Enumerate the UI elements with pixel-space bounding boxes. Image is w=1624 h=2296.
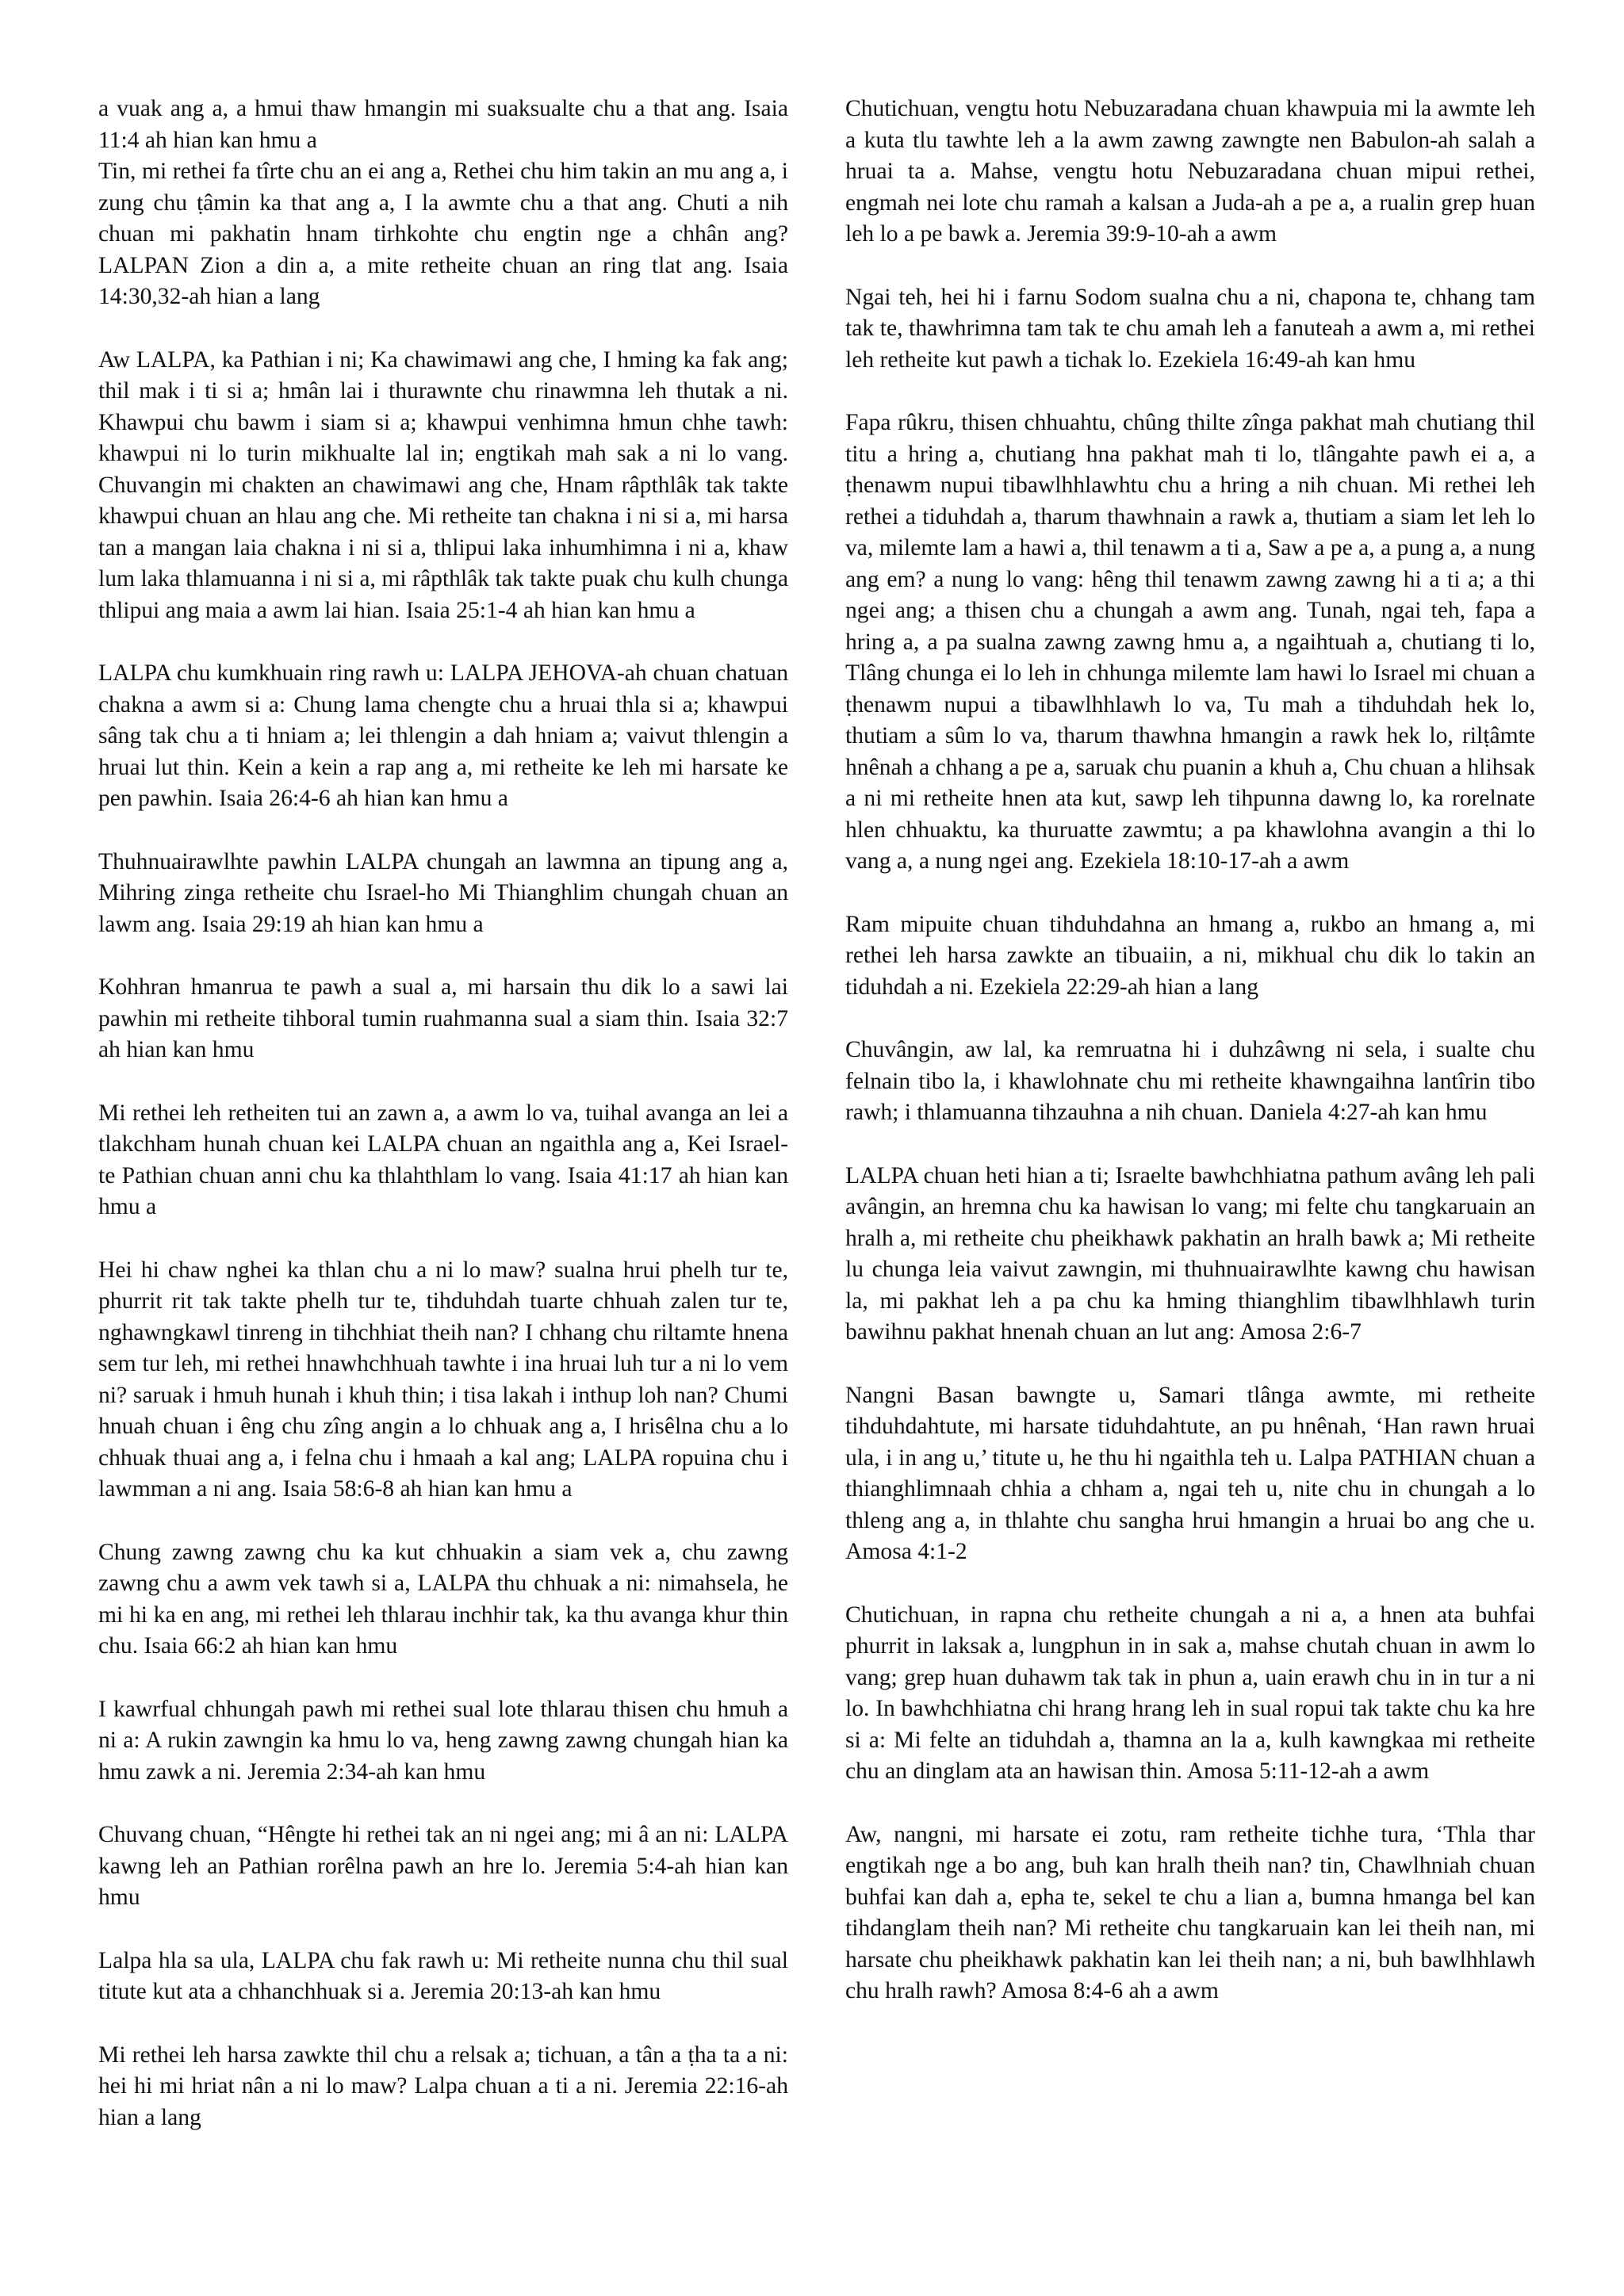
paragraph: Kohhran hmanrua te pawh a sual a, mi harsain thu dik lo a sawi lai pawhin mi retheite tihboral tumin ruahmanna sual a siam thin. Isaia 32:7 ah hian kan hmu bbox=[98, 974, 788, 1062]
paragraph: Aw, nangni, mi harsate ei zotu, ram retheite tichhe tura, ‘Thla thar engtikah nge a bo ang, buh kan hralh theih nan? tin, Chawlhniah chuan buhfai kan dah a, epha te, sekel te chu a lian a, bumna hmanga bel kan tihdanglam theih nan? Mi retheite chu tangkaruain kan lei theih nan, mi harsate chu pheikhawk pakhatin kan lei theih nan; a ni, buh bawlhhlawh chu hralh rawh? Amosa 8:4-6 ah a awm bbox=[845, 1821, 1535, 2003]
paragraph: I kawrfual chhungah pawh mi rethei sual lote thlarau thisen chu hmuh a ni a: A rukin zawngin ka hmu lo va, heng zawng zawng chungah hian ka hmu zawk a ni. Jeremia 2:34-ah kan hmu bbox=[98, 1696, 788, 1785]
paragraph: Chuvang chuan, “Hêngte hi rethei tak an ni ngei ang; mi â an ni: LALPA kawng leh an Pathian rorêlna pawh an hre lo. Jeremia 5:4-ah hian kan hmu bbox=[98, 1822, 788, 1910]
paragraph: Mi rethei leh harsa zawkte thil chu a relsak a; tichuan, a tân a ṭha ta a ni: hei hi mi hriat nân a ni lo maw? Lalpa chuan a ti a ni. Jeremia 22:16-ah hian a lang bbox=[98, 2042, 788, 2130]
paragraph: a vuak ang a, a hmui thaw hmangin mi suaksualte chu a that ang. Isaia 11:4 ah hian kan hmu a Tin, mi rethei fa tîrte chu an ei ang a, Rethei chu him takin an mu ang a, i zung chu ṭâmin ka that ang a, I la awmte chu a that ang. Chuti a nih chuan mi pakhatin hnam tirhkohte chu engtin nge a chhân ang? LALPAN Zion a din a, a mite retheite chuan an ring tlat ang. Isaia 14:30,32-ah hian a lang bbox=[98, 96, 788, 309]
paragraph: Fapa rûkru, thisen chhuahtu, chûng thilte zînga pakhat mah chutiang thil titu a hring a, chutiang hna pakhat mah ti lo, tlângahte pawh ei a, a ṭhenawm nupui tibawlhhlawhtu chu a hring a nih chuan. Mi rethei leh rethei a tiduhdah a, tharum thawhnain a rawk a, thutiam a siam let leh lo va, milemte lam a hawi a, thil tenawm a ti a, Saw a pe a, a pung a, a nung ang em? a nung lo vang: hêng thil tenawm zawng zawng hi a ti a; a thi ngei ang; a thisen chu a chungah a awm ang. Tunah, ngai teh, fapa a hring a, a pa sualna zawng zawng hmu a, a ngaihtuah a, chutiang ti lo, Tlâng chunga ei lo leh in chhunga milemte lam hawi lo Israel mi chuan a ṭhenawm nupui a tibawlhhlawh lo va, Tu mah a tihduhdah hek lo, thutiam a sûm lo va, tharum thawhna hmangin a rawk hek lo, rilṭâmte hnênah a chhang a pe a, saruak chu puanin a khuh a, Chu chuan a hlihsak a ni mi retheite hnen ata kut, sawp leh tihpunna dawng lo, ka rorelnate hlen chhuaktu, ka thuruatte zawmtu; a pa khawlohna avangin a thi lo vang a, a nung ngei ang. Ezekiela 18:10-17-ah a awm bbox=[845, 410, 1535, 874]
paragraph: Mi rethei leh retheiten tui an zawn a, a awm lo va, tuihal avanga an lei a tlakchham hunah chuan kei LALPA chuan an ngaithla ang a, Kei Israel-te Pathian chuan anni chu ka thlahthlam lo vang. Isaia 41:17 ah hian kan hmu a bbox=[98, 1100, 788, 1219]
paragraph: Chung zawng zawng chu ka kut chhuakin a siam vek a, chu zawng zawng chu a awm vek tawh si a, LALPA thu chhuak a ni: nimahsela, he mi hi ka en ang, mi rethei leh thlarau inchhir tak, ka thu avanga khur thin chu. Isaia 66:2 ah hian kan hmu bbox=[98, 1539, 788, 1659]
right-column bbox=[845, 94, 1535, 2266]
document-page bbox=[98, 94, 1535, 2266]
paragraph: Lalpa hla sa ula, LALPA chu fak rawh u: Mi retheite nunna chu thil sual titute kut ata a chhanchhuak si a. Jeremia 20:13-ah kan hmu bbox=[98, 1947, 788, 2004]
left-column bbox=[98, 94, 788, 2266]
paragraph: LALPA chu kumkhuain ring rawh u: LALPA JEHOVA-ah chuan chatuan chakna a awm si a: Chung lama chengte chu a hruai thla si a; khawpui sâng tak chu a ti hniam a; lei thlengin a dah hniam a; vaivut thlengin a hruai lut thin. Kein a kein a rap ang a, mi retheite ke leh mi harsate ke pen pawhin. Isaia 26:4-6 ah hian kan hmu a bbox=[98, 660, 788, 811]
paragraph: Ram mipuite chuan tihduhdahna an hmang a, rukbo an hmang a, mi rethei leh harsa zawkte an tibuaiin, a ni, mikhual chu dik lo takin an tiduhdah a ni. Ezekiela 22:29-ah hian a lang bbox=[845, 911, 1535, 1000]
paragraph: Nangni Basan bawngte u, Samari tlânga awmte, mi retheite tihduhdahtute, mi harsate tiduhdahtute, an pu hnênah, ‘Han rawn hruai ula, i in ang u,’ titute u, he thu hi ngaithla teh u. Lalpa PATHIAN chuan a thianghlimnaah chhia a chham a, ngai teh u, nite chu in chungah a lo thleng ang a, in thlahte chu sangha hrui hmangin a hruai bo ang che u. Amosa 4:1-2 bbox=[845, 1382, 1535, 1564]
paragraph: Chutichuan, vengtu hotu Nebuzaradana chuan khawpuia mi la awmte leh a kuta tlu tawhte leh a la awm zawng zawngte nen Babulon-ah salah a hruai ta a. Mahse, vengtu hotu Nebuzaradana chuan mipui rethei, engmah nei lote chu ramah a kalsan a Juda-ah a pe a, a rualin grep huan leh lo a pe bawk a. Jeremia 39:9-10-ah a awm bbox=[845, 96, 1535, 247]
paragraph: Hei hi chaw nghei ka thlan chu a ni lo maw? sualna hrui phelh tur te, phurrit rit tak takte phelh tur te, tihduhdah tuarte chhuah zalen tur te, nghawngkawl tinreng in tihchhiat theih nan? I chhang chu riltamte hnena sem tur leh, mi rethei hnawhchhuah tawhte i ina hruai luh tur a ni lo vem ni? saruak i hmuh hunah i khuh thin; i tisa lakah i inthup loh nan? Chumi hnuah chuan i êng chu zîng angin a lo chhuak ang a, I hrisêlna chu a lo chhuak thuai ang a, i felna chu i hmaah a kal ang; LALPA ropuina chu i lawmman a ni ang. Isaia 58:6-8 ah hian kan hmu a bbox=[98, 1257, 788, 1502]
paragraph: Chuvângin, aw lal, ka remruatna hi i duhzâwng ni sela, i sualte chu felnain tibo la, i khawlohnate chu mi retheite khawngaihna lantîrin tibo rawh; i thlamuanna tihzauhna a nih chuan. Daniela 4:27-ah kan hmu bbox=[845, 1037, 1535, 1125]
paragraph: Chutichuan, in rapna chu retheite chungah a ni a, a hnen ata buhfai phurrit in laksak a, lungphun in in sak a, mahse chutah chuan in awm lo vang; grep huan duhawm tak tak in phun a, uain erawh chu in in tur a ni lo. In bawhchhiatna chi hrang hrang leh in sual ropui tak takte chu ka hre si a: Mi felte an tiduhdah a, thamna an la a, kulh kawngkaa mi retheite chu an dinglam ata an hawisan thin. Amosa 5:11-12-ah a awm bbox=[845, 1601, 1535, 1784]
paragraph: Thuhnuairawlhte pawhin LALPA chungah an lawmna an tipung ang a, Mihring zinga retheite chu Israel-ho Mi Thianghlim chungah chuan an lawm ang. Isaia 29:19 ah hian kan hmu a bbox=[98, 848, 788, 937]
paragraph: Ngai teh, hei hi i farnu Sodom sualna chu a ni, chapona te, chhang tam tak te, thawhrimna tam tak te chu amah leh a fanuteah a awm a, mi rethei leh retheite kut pawh a tichak lo. Ezekiela 16:49-ah kan hmu bbox=[845, 284, 1535, 373]
paragraph: Aw LALPA, ka Pathian i ni; Ka chawimawi ang che, I hming ka fak ang; thil mak i ti si a; hmân lai i thurawnte chu rinawmna leh thutak a ni. Khawpui chu bawm i siam si a; khawpui venhimna hmun chhe tawh: khawpui ni lo turin mikhualte lal in; engtikah mah sak a ni lo vang. Chuvangin mi chakten an chawimawi ang che, Hnam râpthlâk tak takte khawpui chuan an hlau ang che. Mi retheite tan chakna i ni si a, mi harsa tan a mangan laia chakna i ni si a, thlipui laka inhumhimna i ni a, khaw lum laka thlamuanna i ni si a, mi râpthlâk tak takte puak chu kulh chunga thlipui ang maia a awm lai hian. Isaia 25:1-4 ah hian kan hmu a bbox=[98, 346, 788, 623]
paragraph: LALPA chuan heti hian a ti; Israelte bawhchhiatna pathum avâng leh pali avângin, an hremna chu ka hawisan lo vang; mi felte chu tangkaruain an hralh a, mi retheite chu pheikhawk pakhatin an hralh bawk a; Mi retheite lu chunga leia vaivut zawngin, mi thuhnuairawlhte kawng chu hawisan la, mi pakhat leh a pa chu ka hming thianghlim tibawlhhlawh turin bawihnu pakhat hnenah chuan an lut ang: Amosa 2:6-7 bbox=[845, 1162, 1535, 1345]
